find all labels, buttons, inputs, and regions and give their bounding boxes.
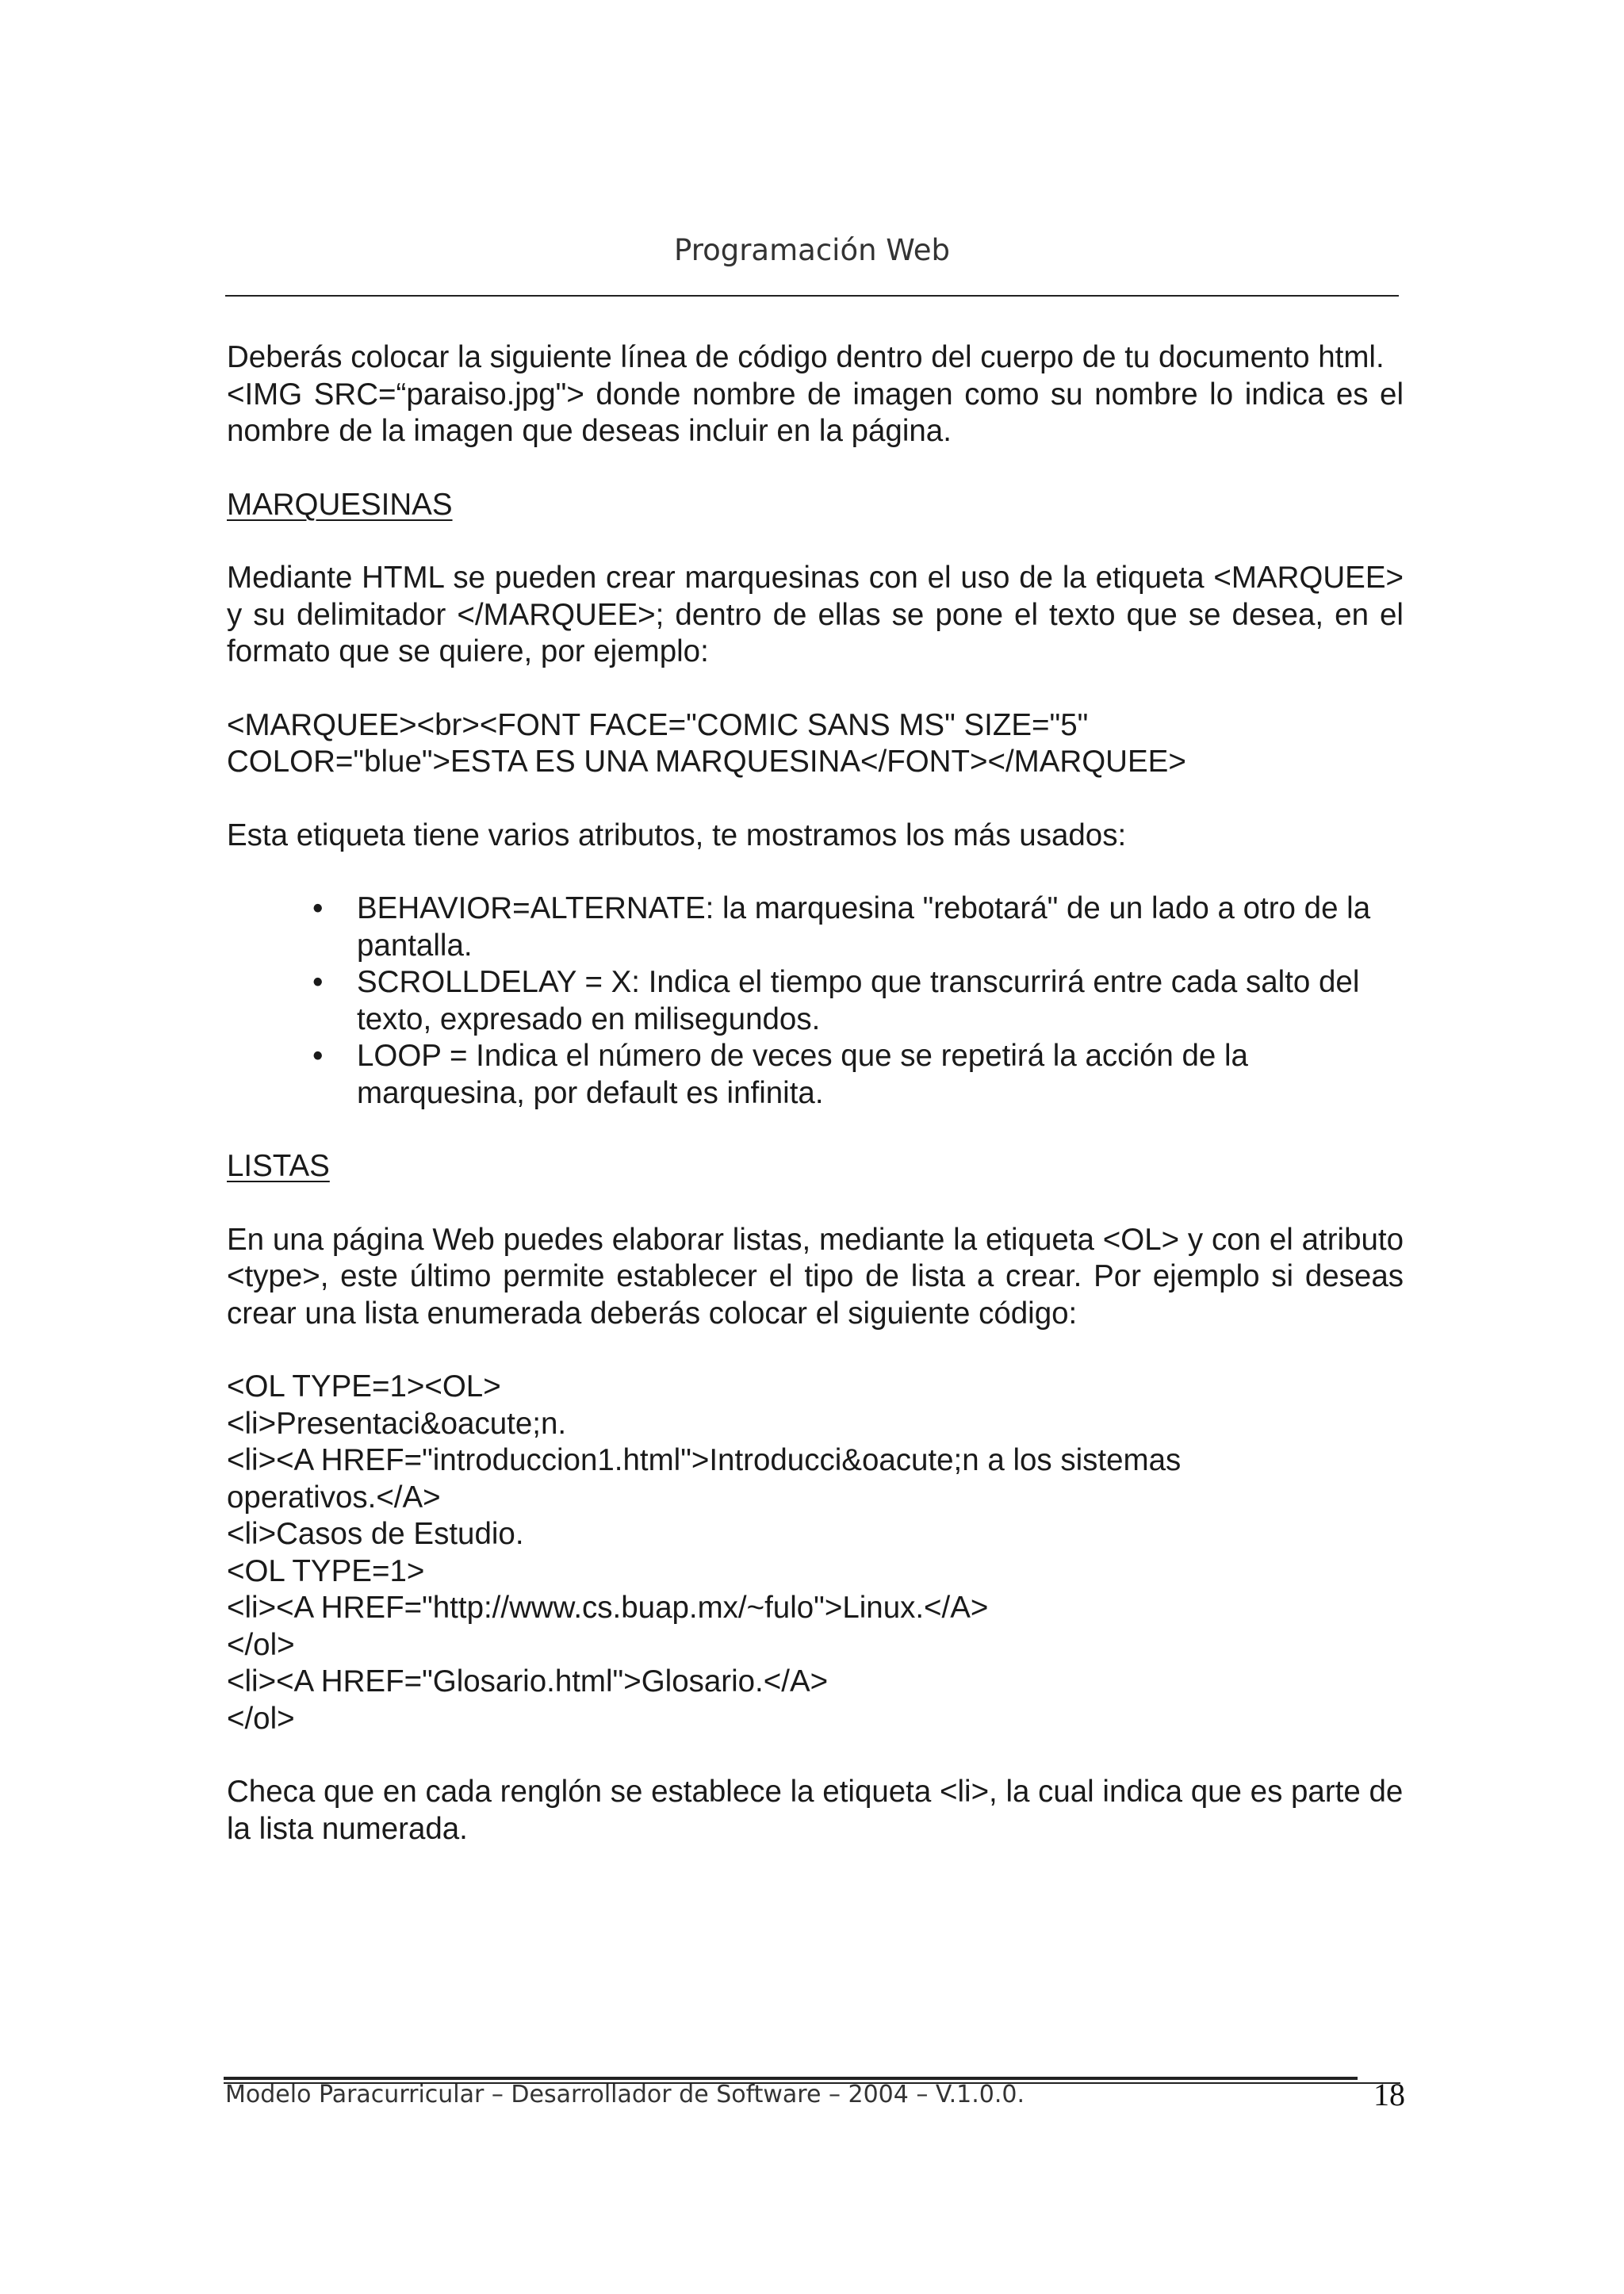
bullet-icon: • <box>312 1039 324 1073</box>
marquesinas-paragraph-1: Mediante HTML se pueden crear marquesinas con el uso de la etiqueta <MARQUEE> y su delimitador </MARQUEE>; dentro de ellas se pone el texto que se desea, en el formato que se quiere, por ejemplo: <box>227 561 1404 668</box>
list-code-line: <li>Casos de Estudio. <box>227 1517 524 1551</box>
attribute-bullet-list <box>227 890 1404 1112</box>
list-code-block <box>227 1369 1404 1737</box>
footer-text: Modelo Paracurricular – Desarrollador de Software – 2004 – V.1.0.0. <box>225 2081 1025 2108</box>
spacer <box>227 523 1404 560</box>
marquee-code-line-1: <MARQUEE><br><FONT FACE="COMIC SANS MS" SIZE="5" <box>227 707 1089 742</box>
spacer <box>227 671 1404 707</box>
section-heading-marquesinas: MARQUESINAS <box>227 487 453 522</box>
list-code-line: </ol> <box>227 1627 295 1662</box>
bullet-icon: • <box>312 965 324 999</box>
page-number: 18 <box>1373 2077 1405 2112</box>
bullet-item <box>312 964 1404 1038</box>
spacer <box>227 854 1404 890</box>
intro-paragraph-1: Deberás colocar la siguiente línea de código dentro del cuerpo de tu documento html. <box>227 340 1385 374</box>
listas-paragraph-1: En una página Web puedes elaborar listas, mediante la etiqueta <OL> y con el atributo <type>, este último permite establecer el tipo de lista a crear. Por ejemplo si deseas crear una lista enumerada deberás colocar el siguiente código: <box>227 1222 1404 1331</box>
marquee-code-line-2: COLOR="blue">ESTA ES UNA MARQUESINA</FONT></MARQUEE> <box>227 745 1186 779</box>
spacer <box>227 450 1404 487</box>
spacer <box>227 1112 1404 1148</box>
spacer <box>227 1332 1404 1369</box>
bullet-icon: • <box>312 891 324 925</box>
spacer <box>227 781 1404 818</box>
list-code-line: <li><A HREF="http://www.cs.buap.mx/~fulo">Linux.</A> <box>227 1591 989 1625</box>
listas-paragraph-2: Checa que en cada renglón se establece la etiqueta <li>, la cual indica que es parte de la lista numerada. <box>227 1775 1404 1846</box>
bullet-item <box>312 890 1404 964</box>
intro-paragraph-2: <IMG SRC=“paraiso.jpg"> donde nombre de imagen como su nombre lo indica es el nombre de la imagen que deseas incluir en la página. <box>227 377 1404 448</box>
header-divider <box>225 295 1399 297</box>
list-code-line: <OL TYPE=1> <box>227 1553 425 1588</box>
page-header-title: Programación Web <box>674 233 950 267</box>
list-code-line: <OL TYPE=1><OL> <box>227 1369 501 1404</box>
footer-divider-thick <box>224 2077 1358 2080</box>
list-code-line: <li><A HREF="introduccion1.html">Introducci&oacute;n a los sistemas <box>227 1443 1182 1477</box>
bullet-text: SCROLLDELAY = X: Indica el tiempo que transcurrirá entre cada salto del texto, expresado en milisegundos. <box>357 965 1360 1036</box>
bullet-text: BEHAVIOR=ALTERNATE: la marquesina "rebotará" de un lado a otro de la pantalla. <box>357 891 1371 963</box>
list-code-line: <li>Presentaci&oacute;n. <box>227 1406 567 1441</box>
page-body <box>227 339 1404 1848</box>
list-code-line: </ol> <box>227 1701 295 1736</box>
section-heading-listas: LISTAS <box>227 1149 330 1183</box>
bullet-item <box>312 1038 1404 1112</box>
list-code-line: <li><A HREF="Glosario.html">Glosario.</A> <box>227 1664 829 1698</box>
marquesinas-paragraph-2: Esta etiqueta tiene varios atributos, te mostramos los más usados: <box>227 818 1127 852</box>
spacer <box>227 1737 1404 1774</box>
list-code-line: operativos.</A> <box>227 1480 441 1515</box>
spacer <box>227 1185 1404 1222</box>
bullet-text: LOOP = Indica el número de veces que se repetirá la acción de la marquesina, por default es infinita. <box>357 1039 1248 1110</box>
